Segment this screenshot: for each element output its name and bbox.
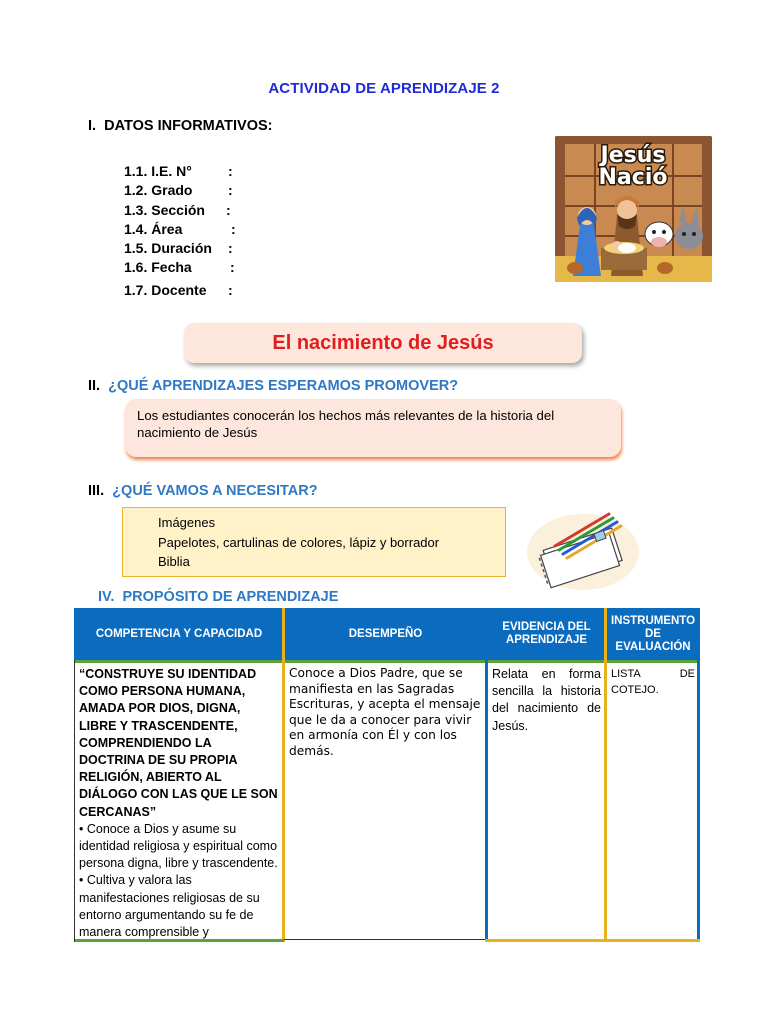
- nativity-scene-icon: [555, 136, 712, 282]
- table-bottom-border: [485, 939, 700, 942]
- section-2-heading: II. ¿QUÉ APRENDIZAJES ESPERAMOS PROMOVER?: [88, 378, 459, 394]
- table-header-instrumento: INSTRUMENTO DE EVALUACIÓN: [606, 608, 700, 660]
- table-cell-desempeno: Conoce a Dios Padre, que se manifiesta en las Sagradas Escrituras, y acepta el mensaje que le da a conocer para vivir en armonía con Él y con los demás.: [284, 660, 487, 940]
- info-row: 1.7. Docente :: [124, 281, 233, 298]
- info-list: [124, 163, 236, 301]
- info-row: 1.2. Grado :: [124, 182, 233, 199]
- table-header-competencia: COMPETENCIA Y CAPACIDAD: [74, 608, 284, 660]
- hero-title-line2: Nació: [598, 165, 668, 190]
- table-bottom-border: [284, 939, 485, 940]
- materials-box: [122, 507, 506, 577]
- nativity-illustration: [555, 136, 712, 282]
- section-4-heading: IV. PROPÓSITO DE APRENDIZAJE: [98, 589, 339, 605]
- material-item: Imágenes: [158, 515, 216, 530]
- table-bottom-border: [74, 939, 284, 942]
- table-cell-instrumento: LISTA DE COTEJO.: [606, 660, 700, 940]
- lesson-title-banner: El nacimiento de Jesús: [184, 323, 582, 363]
- material-item: Papelotes, cartulinas de colores, lápiz y borrador: [158, 534, 440, 550]
- table-header-desempeno: DESEMPEÑO: [284, 608, 487, 660]
- column-divider: [485, 608, 488, 942]
- capacidad-item: • Cultiva y valora las manifestaciones religiosas de su entorno argumentando su fe de manera comprensible y: [79, 873, 260, 940]
- table-header-evidencia: EVIDENCIA DEL APRENDIZAJE: [487, 608, 606, 660]
- info-row: 1.1. I.E. N° :: [124, 163, 233, 179]
- column-divider: [604, 608, 607, 942]
- column-divider: [282, 608, 285, 942]
- info-row: 1.4. Área :: [124, 220, 236, 237]
- table-cell-evidencia: Relata en forma sencilla la historia del nacimiento de Jesús.: [487, 660, 606, 940]
- school-supplies-icon: [525, 500, 641, 592]
- section-3-heading: III. ¿QUÉ VAMOS A NECESITAR?: [88, 483, 318, 499]
- learning-goal-box: Los estudiantes conocerán los hechos más relevantes de la historia del nacimiento de Jesús: [125, 399, 621, 457]
- capacidad-item: • Conoce a Dios y asume su identidad religiosa y espiritual como persona digna, libre y trascendente.: [79, 821, 278, 871]
- hero-title-line1: Jesús: [600, 143, 666, 168]
- section-1-heading: I. DATOS INFORMATIVOS:: [88, 118, 273, 134]
- document-title: ACTIVIDAD DE APRENDIZAJE 2: [268, 80, 500, 97]
- table-cell-competencia: “CONSTRUYE SU IDENTIDAD COMO PERSONA HUMANA, AMADA POR DIOS, DIGNA, LIBRE Y TRASCENDENTE, COMPRENDIENDO LA DOCTRINA DE SU PROPIA RELIGIÓN, ABIERTO AL DIÁLOGO CON LAS QUE LE SON CERCANAS” • Conoce a Dios y asume su identidad religiosa y espiritual como persona digna, libre y trascendente. • Cultiva y valora las manifestaciones religiosas de su entorno argumentando su fe de manera comprensible y: [74, 660, 284, 940]
- column-divider: [697, 608, 700, 942]
- info-row: 1.6. Fecha :: [124, 259, 235, 276]
- material-item: Biblia: [158, 554, 190, 569]
- info-row: 1.5. Duración :: [124, 240, 233, 257]
- info-row: 1.3. Sección :: [124, 201, 231, 218]
- learning-purpose-table: [74, 608, 700, 942]
- table-left-border: [74, 660, 75, 942]
